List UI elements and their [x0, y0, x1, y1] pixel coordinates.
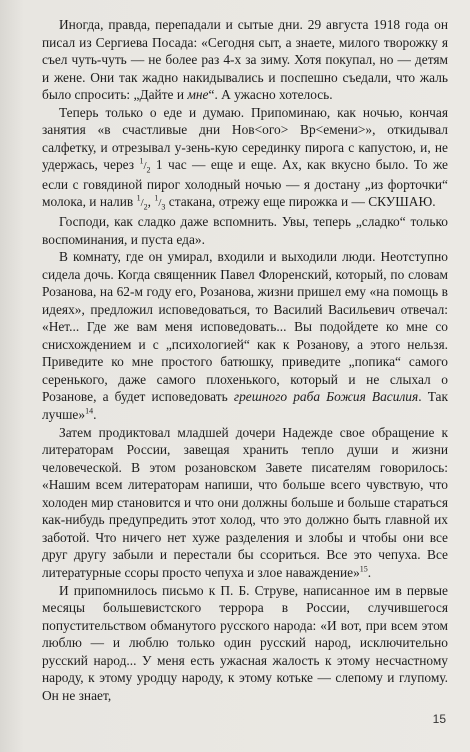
paragraph	[42, 582, 448, 705]
text-run: И припомнилось письмо к П. Б. Струве, написанное им в первые месяцы большевистского террора в России, случившегося попустительством обманутого русского народа: «И вот, при всем этом люблю — и люблю только один русский народ, исключительно русский народ... У меня есть ужасная жалость к этому несчастному народу, к этому уродцу народу, к этому котьке — слепому и глупому. Он не знает,	[42, 582, 448, 703]
body-text	[42, 16, 448, 704]
fraction-or-footnote: 3	[161, 203, 166, 213]
text-run: Теперь только о еде и думаю. Припоминаю, как ночью, кончая занятия «в счастливые дни Нов<ого> Вр<емени>», откидывал салфетку, и отрезывал у-зень-кую серединку пирога с капустою, и, не удержась, через	[42, 104, 448, 173]
text-run: Господи, как сладко даже вспомнить. Увы, теперь „сладко“ только воспоминания, и пуста еда».	[42, 214, 448, 247]
page-number: 15	[432, 712, 446, 726]
text-run: /	[158, 197, 162, 210]
paragraph	[42, 104, 448, 213]
paragraph	[42, 248, 448, 423]
text-run: мне	[187, 87, 209, 103]
text-run: 1 час — еще и еще. Ах, как вкусно было. То же если с говядиной пирог холодный ночью — я достану „из форточки“ молока, и налив	[42, 157, 448, 210]
paragraph	[42, 213, 448, 248]
text-run: Затем продиктовал младшей дочери Надежде свое обращение к литераторам России, завещая хранить тепло души и жизни человеческой. В этом розановском Завете писателям говорилось: «Нашим всем литераторам напиши, что больше всего чувствую, что холоден мир становится и что они должны больше и больше стараться как-нибудь предупредить этот холод, что это должно быть главной их заботой. Что ничего нет хуже разделения и злобы и чтобы они все друг другу забыли и перестали бы ссориться. Все это чепуха. Все литературные ссоры просто чепуха и злое наваждение»	[42, 424, 448, 580]
paragraph	[42, 424, 448, 582]
text-run: .	[93, 407, 97, 423]
text-run: . Так лучше»	[42, 389, 448, 423]
text-run: стакана, отрежу еще пирожка и — СКУШАЮ.	[165, 194, 436, 210]
fraction-or-footnote: 2	[143, 203, 148, 213]
text-run: ,	[147, 194, 155, 210]
text-run: /	[143, 160, 147, 173]
fraction-or-footnote: 1	[136, 194, 141, 203]
text-run: грешного раба Божия Василия	[233, 389, 419, 405]
fraction-or-footnote: 15	[359, 564, 368, 574]
text-run: /	[140, 197, 144, 210]
fraction-or-footnote: 14	[85, 406, 94, 416]
text-run: Иногда, правда, перепадали и сытые дни. 29 августа 1918 года он писал из Сергиева Посада: «Сегодня сыт, а знаете, милого творожку я съел чуть-чуть — не более раз 4-х за зиму. Хотя покупал, но — детям и жене. Они так жадно накидывались и поспешно съедали, что жаль было спросить: „Дайте и	[42, 17, 448, 103]
fraction-or-footnote: 1	[154, 194, 159, 203]
text-run: В комнату, где он умирал, входили и выходили люди. Неотступно сидела дочь. Когда священник Павел Флоренский, который, по словам Розанова, на 62-м году его, Розанова, жизни пришел ему «на помощь в идеях», предложил исповедоваться, то Василий Васильевич отвечал: «Нет... Где же вам меня исповедовать... Вы подойдете ко мне со снисхождением и с „психологией“ как к Розанову, а этого нельзя. Приведите ко мне простого батюшку, приведите „попика“ самого серенького, даже самого плохенького, который и не слыхал о Розанове, а будет исповедовать	[42, 249, 448, 405]
text-run: .	[367, 564, 372, 580]
paragraph	[42, 16, 448, 104]
text-run: “. А ужасно хотелось.	[208, 87, 333, 103]
fraction-or-footnote: 2	[146, 166, 151, 176]
fraction-or-footnote: 1	[139, 156, 144, 166]
